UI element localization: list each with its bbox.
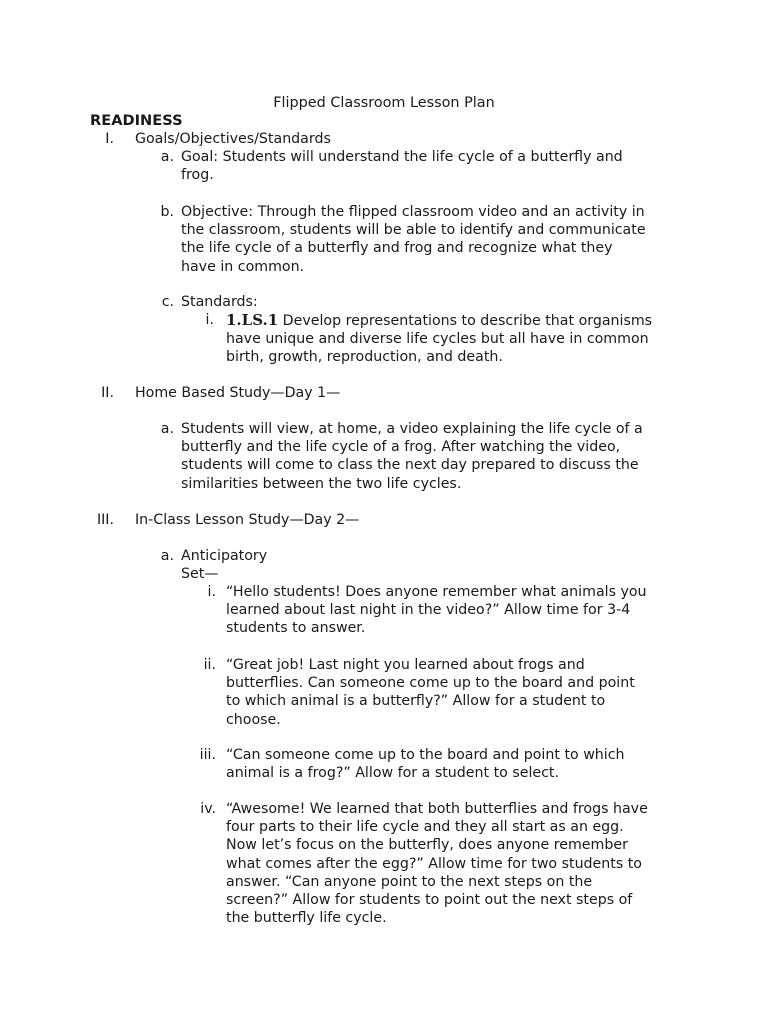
- text-line: four parts to their life cycle and they all start as an egg.: [226, 819, 624, 836]
- text-line: Standards:: [181, 294, 258, 310]
- step-marker: iv.: [200, 801, 216, 817]
- standard-code: 1.LS.1: [226, 311, 279, 329]
- item-marker: a.: [160, 548, 174, 564]
- document-title: Flipped Classroom Lesson Plan: [273, 95, 495, 111]
- text-line: Anticipatory Set—: [181, 548, 268, 583]
- text-line: Develop representations to describe that organisms: [278, 313, 653, 329]
- text-line: “Hello students! Does anyone remember what animals you: [226, 584, 647, 600]
- text-line: “Great job! Last night you learned about frogs and: [226, 657, 585, 673]
- text-line: “Can someone come up to the board and point to which: [226, 747, 625, 763]
- text-line: “Awesome! We learned that both butterflies and frogs have: [226, 801, 648, 817]
- text-line: the life cycle of a butterfly and frog and recognize what they: [181, 240, 613, 257]
- text-line: Objective: Through the flipped classroom video and an activity in: [181, 204, 645, 220]
- text-line: Goal: Students will understand the life cycle of a butterfly and: [181, 149, 623, 165]
- section-marker: I.: [105, 131, 114, 147]
- text-line: the butterfly life cycle.: [226, 910, 387, 927]
- item-marker: a.: [160, 421, 174, 437]
- section-heading-readiness: READINESS: [90, 112, 183, 129]
- section-label: Goals/Objectives/Standards: [135, 131, 331, 147]
- section-label: In-Class Lesson Study—Day 2—: [135, 512, 360, 528]
- text-line: have in common.: [181, 258, 305, 275]
- section-marker: II.: [101, 385, 114, 401]
- text-line: choose.: [226, 711, 281, 728]
- step-marker: ii.: [203, 657, 216, 673]
- text-line: Now let’s focus on the butterfly, does anyone remember: [226, 837, 628, 854]
- text-line: butterflies. Can someone come up to the board and point: [226, 675, 635, 692]
- text-line: Students will view, at home, a video explaining the life cycle of a: [181, 421, 643, 437]
- text-line: students to answer.: [226, 620, 366, 637]
- text-line: answer. “Can anyone point to the next steps on the: [226, 873, 593, 890]
- text-line: learned about last night in the video?” Allow time for 3-4: [226, 602, 631, 619]
- text-line: to which animal is a butterfly?” Allow for a student to: [226, 693, 606, 710]
- text-line: have unique and diverse life cycles but all have in common: [226, 331, 649, 348]
- text-line: similarities between the two life cycles.: [181, 475, 462, 492]
- text-line: animal is a frog?” Allow for a student to select.: [226, 765, 559, 782]
- text-line: what comes after the egg?” Allow time for two students to: [226, 855, 642, 872]
- text-line: screen?” Allow for students to point out the next steps of: [226, 892, 633, 909]
- item-marker: c.: [161, 294, 174, 310]
- item-marker: a.: [160, 149, 174, 165]
- standard-marker: i.: [205, 312, 214, 328]
- text-line: butterfly and the life cycle of a frog. After watching the video,: [181, 439, 621, 456]
- step-marker: i.: [207, 584, 216, 600]
- step-marker: iii.: [199, 747, 216, 763]
- text-line: students will come to class the next day prepared to discuss the: [181, 457, 639, 474]
- text-line: frog.: [181, 167, 214, 184]
- text-line: the classroom, students will be able to identify and communicate: [181, 222, 646, 239]
- text-line: birth, growth, reproduction, and death.: [226, 349, 503, 366]
- section-marker: III.: [96, 512, 114, 528]
- item-marker: b.: [160, 204, 174, 220]
- section-label: Home Based Study—Day 1—: [135, 385, 341, 401]
